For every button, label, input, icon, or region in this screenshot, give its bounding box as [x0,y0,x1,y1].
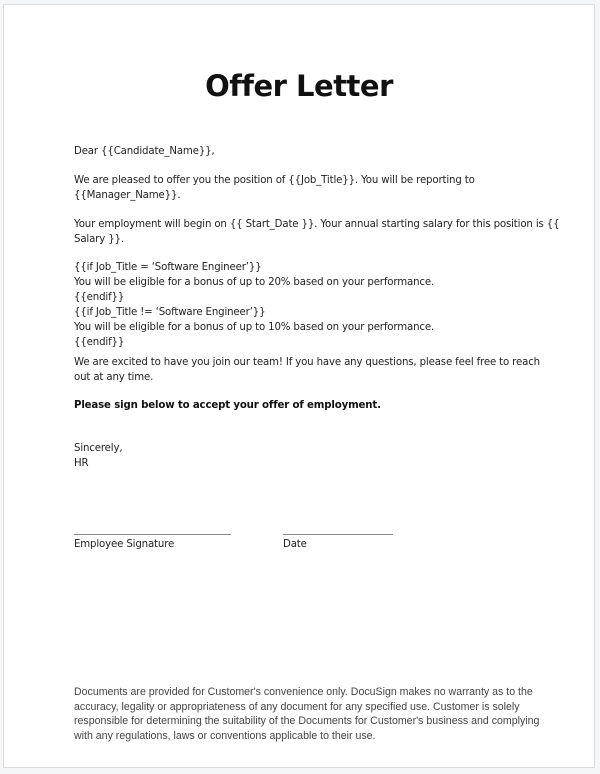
conditional-block [74,260,534,350]
condition-line: {{if Job_Title = ‘Software Engineer’}} [74,262,262,273]
signoff-block [74,441,534,471]
condition-end-line: {{endif}} [74,337,125,348]
text-line: We are pleased to offer you the position of {{Job_Title}}. You will be reporting to [74,175,475,186]
text-line: out at any time. [74,372,154,383]
greeting-line: Dear {{Candidate_Name}}, [74,146,215,157]
text-line: {{Manager_Name}}. [74,190,181,201]
date-line[interactable] [283,534,393,535]
disclaimer-line: Documents are provided for Customer's convenience only. DocuSign makes no warranty as to the [74,686,533,698]
paragraph-closing [74,355,540,385]
bonus-line: You will be eligible for a bonus of up to 20% based on your performance. [74,277,435,288]
disclaimer [74,685,544,743]
condition-end-line: {{endif}} [74,292,125,303]
paragraph-position [74,173,534,203]
greeting [74,144,534,159]
text-line: Salary }}. [74,234,124,245]
condition-line: {{if Job_Title != ‘Software Engineer’}} [74,307,266,318]
text-line: We are excited to have you join our team! If you have any questions, please feel free to reach [74,357,540,368]
disclaimer-line: responsible for determining the suitability of the Documents for Customer's business and complying [74,715,540,727]
signer-name: HR [74,458,89,469]
paragraph-employment [74,217,560,247]
document-page [3,4,595,768]
disclaimer-line: with any regulations, laws or conventions applicable to their use. [74,729,376,742]
date-label: Date [283,539,307,550]
employee-signature-line[interactable] [74,534,231,535]
employee-signature-label: Employee Signature [74,539,175,550]
document-title: Offer Letter [205,69,393,103]
sign-instruction [74,398,534,413]
sign-instruction-text: Please sign below to accept your offer of employment. [74,400,381,411]
text-line: Your employment will begin on {{ Start_Date }}. Your annual starting salary for this position is {{ [74,219,560,230]
bonus-line: You will be eligible for a bonus of up to 10% based on your performance. [74,322,435,333]
signoff: Sincerely, [74,443,123,454]
disclaimer-line: accuracy, legality or appropriateness of any document for any specified use. Customer is solely [74,700,520,713]
